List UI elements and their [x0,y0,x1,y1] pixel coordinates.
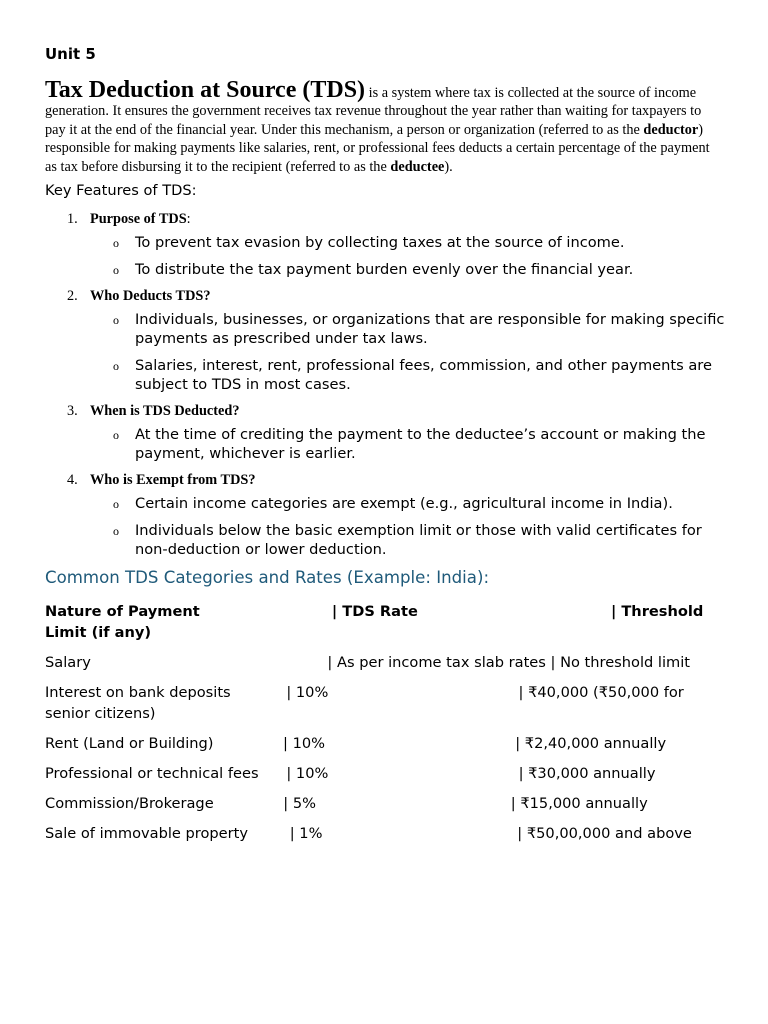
feature-number: 2. [67,288,78,305]
feature-item [45,210,725,279]
feature-heading-text: When is TDS Deducted? [90,403,240,420]
feature-heading [90,402,725,420]
unit-label: Unit 5 [45,45,96,63]
list-item-text: Salaries, interest, rent, professional fees, commission, and other payments are subject to TDS in most cases. [135,357,712,394]
table-row: Salary | As per income tax slab rates | No threshold limit [45,654,691,672]
intro-text-2: ) responsible for making payments like salaries, rent, or professional fees deducts a certain percentage of the payment as tax before disbursing it to the recipient (referred to as the [45,121,710,175]
list-item [113,425,725,463]
table-row: Commission/Brokerage | 5% | ₹15,000 annually [45,795,648,813]
table-header-row: Nature of Payment | TDS Rate | Threshold Limit (if any) [45,603,709,642]
list-item [113,356,725,394]
list-item-text: To prevent tax evasion by collecting taxes at the source of income. [135,234,625,252]
bullet-icon: o [113,359,119,374]
list-item-text: Individuals below the basic exemption limit or those with valid certificates for non-deduction or lower deduction. [135,522,702,559]
table-row: Interest on bank deposits | 10% | ₹40,000 (₹50,000 for senior citizens) [45,684,689,723]
features-list [45,210,725,559]
document-page [45,44,725,853]
feature-item [45,471,725,559]
feature-item [45,287,725,394]
feature-number: 1. [67,211,78,228]
document-title: Tax Deduction at Source (TDS) [45,77,366,103]
feature-heading [90,471,725,489]
intro-paragraph [45,78,725,176]
rates-table [45,601,725,844]
bullet-icon: o [113,313,119,328]
list-item [113,233,725,252]
feature-heading-suffix: : [186,211,191,228]
table-row: Rent (Land or Building) | 10% | ₹2,40,000 annually [45,735,667,753]
table-row: Sale of immovable property | 1% | ₹50,00,000 and above [45,825,692,843]
feature-number: 3. [67,403,78,420]
intro-text-1: is a system where tax is collected at the source of income generation. It ensures the government receives tax revenue throughout the year rather than waiting for taxpayers to pay it at the end of the financial year. Under this mechanism, a person or organization (referred to as the [45,85,702,138]
rates-heading: Common TDS Categories and Rates (Example: India): [45,568,490,588]
bullet-icon: o [113,428,119,443]
list-item-text: To distribute the tax payment burden evenly over the financial year. [135,261,634,279]
intro-text-3: ). [444,158,453,175]
list-item-text: At the time of crediting the payment to the deductee’s account or making the payment, whichever is earlier. [135,426,706,463]
feature-number: 4. [67,472,78,489]
feature-sublist [45,494,725,559]
list-item [113,494,725,513]
feature-item [45,402,725,463]
bullet-icon: o [113,263,119,278]
bullet-icon: o [113,497,119,512]
table-row: Professional or technical fees | 10% | ₹30,000 annually [45,765,656,783]
feature-sublist [45,425,725,463]
feature-heading [90,287,725,305]
feature-heading-text: Who Deducts TDS? [90,288,211,305]
bullet-icon: o [113,236,119,251]
feature-heading [90,210,725,228]
list-item [113,310,725,348]
feature-heading-text: Purpose of TDS [90,211,187,228]
term-deductor: deductor [643,121,699,138]
feature-sublist [45,233,725,279]
list-item-text: Certain income categories are exempt (e.g., agricultural income in India). [135,495,673,513]
list-item-text: Individuals, businesses, or organizations that are responsible for making specific payments as prescribed under tax laws. [135,311,725,348]
feature-sublist [45,310,725,394]
feature-heading-text: Who is Exempt from TDS? [90,472,256,489]
term-deductee: deductee [390,158,445,175]
list-item [113,521,725,559]
list-item [113,260,725,279]
features-title: Key Features of TDS: [45,182,197,200]
bullet-icon: o [113,524,119,539]
